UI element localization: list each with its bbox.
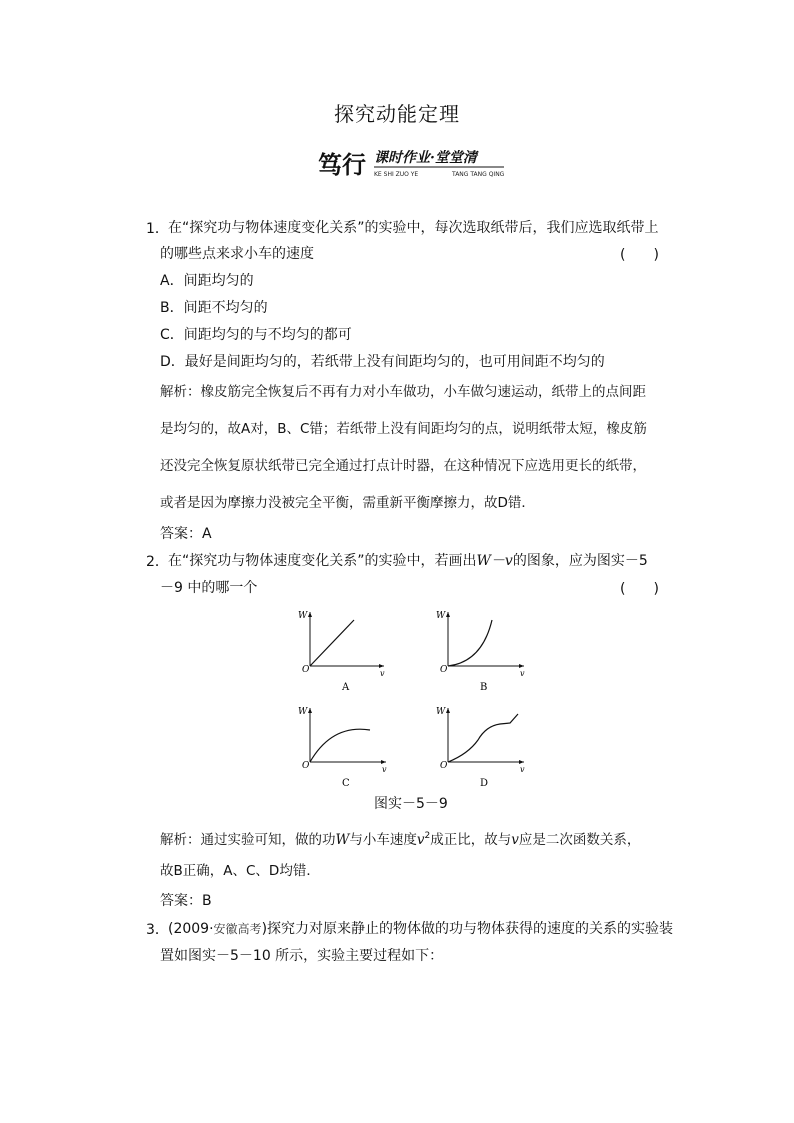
q2-stem-var: W－v	[476, 553, 513, 569]
graph-d-y-label: W	[436, 707, 446, 717]
q2-analysis-v: v	[416, 832, 425, 848]
q1-stem-line2: 的哪些点来求小车的速度	[160, 246, 314, 262]
q3-stem-line1	[168, 919, 673, 939]
graph-b-origin: O	[440, 665, 448, 675]
q2-stem-text-a: 在“探究功与物体速度变化关系”的实验中，若画出	[168, 553, 477, 569]
graph-c-label: C	[342, 778, 350, 788]
graph-d	[430, 702, 530, 788]
q2-stem-line2: －9 中的哪一个	[160, 580, 258, 596]
q1-option-d: D．最好是间距均匀的，若纸带上没有间距均匀的，也可用间距不均匀的	[160, 354, 605, 370]
graph-c	[292, 702, 392, 788]
banner-pinyin-left: KE SHI ZUO YE	[374, 171, 419, 178]
banner-logo-text: 笃行	[318, 150, 366, 179]
q3-stem-line2: 置如图实－5－10 所示，实验主要过程如下：	[160, 948, 444, 964]
graph-b-y-label: W	[436, 611, 446, 621]
q2-analysis-line2: 故B正确，A、C、D均错．	[160, 863, 320, 879]
graph-a-curve	[310, 620, 354, 666]
graph-d-origin: O	[440, 761, 448, 771]
graph-b-x-label: v	[520, 669, 525, 678]
q1-number: 1．	[146, 221, 169, 237]
q2-analysis-text-b: 与小车速度	[349, 832, 417, 848]
q2-analysis-sup: 2	[424, 831, 431, 841]
q1-analysis-line2: 是均匀的，故A对，B、C错；若纸带上没有间距均匀的点，说明纸带太短，橡皮筋	[160, 421, 647, 437]
graph-a-x-label: v	[380, 669, 385, 678]
q2-answer-blank: ( )	[620, 581, 659, 597]
graph-c-origin: O	[302, 761, 310, 771]
q3-stem-text-b: )探究力对原来静止的物体做的功与物体获得的速度的关系的实验装	[261, 921, 674, 937]
q2-analysis-text-c: 成正比，故与	[430, 832, 512, 848]
graph-c-x-label: v	[382, 765, 387, 774]
q2-stem-line1	[168, 551, 648, 571]
q3-stem-text-a: (2009·	[168, 921, 214, 937]
page-title: 探究动能定理	[334, 102, 460, 126]
q2-analysis-line1	[160, 826, 640, 850]
figure-caption: 图实－5－9	[374, 796, 448, 812]
graph-a-y-label: W	[298, 611, 308, 621]
q1-analysis-line1: 解析：橡皮筋完全恢复后不再有力对小车做功，小车做匀速运动，纸带上的点间距	[160, 384, 646, 400]
q2-analysis-text-a: 解析：通过实验可知，做的功	[160, 832, 336, 848]
q3-stem-source: 安徽高考	[213, 922, 262, 936]
q1-option-b: B．间距不均匀的	[160, 300, 268, 316]
graph-c-curve	[310, 729, 370, 762]
q1-option-c: C．间距均匀的与不均匀的都可	[160, 327, 352, 343]
section-banner	[316, 146, 506, 180]
q2-number: 2．	[146, 554, 169, 570]
graph-a	[292, 606, 388, 692]
banner-heading: 课时作业·堂堂清	[374, 150, 477, 166]
graph-b-label: B	[480, 682, 488, 692]
q3-number: 3．	[146, 922, 169, 938]
banner-logo-icon	[316, 146, 506, 180]
banner-pinyin-right: TANG TANG QING	[452, 171, 505, 178]
q2-analysis-text-d: 应是二次函数关系，	[518, 832, 641, 848]
q2-analysis-w: W	[335, 832, 350, 848]
q1-answer: 答案：A	[160, 526, 212, 542]
graph-a-label: A	[342, 682, 350, 692]
q1-analysis-line3: 还没完全恢复原状纸带已完全通过打点计时器，在这种情况下应选用更长的纸带，	[160, 458, 646, 474]
q2-answer: 答案：B	[160, 893, 212, 909]
q2-analysis-v2: v	[511, 832, 519, 848]
q1-option-a: A．间距均匀的	[160, 273, 254, 289]
graph-a-origin: O	[302, 665, 310, 675]
graph-b	[430, 606, 530, 692]
graph-d-x-label: v	[520, 765, 525, 774]
q1-analysis-line4: 或者是因为摩擦力没被完全平衡，需重新平衡摩擦力，故D错．	[160, 495, 535, 511]
q1-stem-line1: 在“探究功与物体速度变化关系”的实验中，每次选取纸带后，我们应选取纸带上	[168, 220, 659, 236]
graph-d-label: D	[480, 778, 489, 788]
q2-stem-text-b: 的图象，应为图实－5	[512, 553, 648, 569]
graph-c-y-label: W	[298, 707, 308, 717]
graph-b-curve	[448, 620, 492, 666]
graph-d-curve	[448, 714, 518, 762]
q1-answer-blank: ( )	[620, 247, 659, 263]
